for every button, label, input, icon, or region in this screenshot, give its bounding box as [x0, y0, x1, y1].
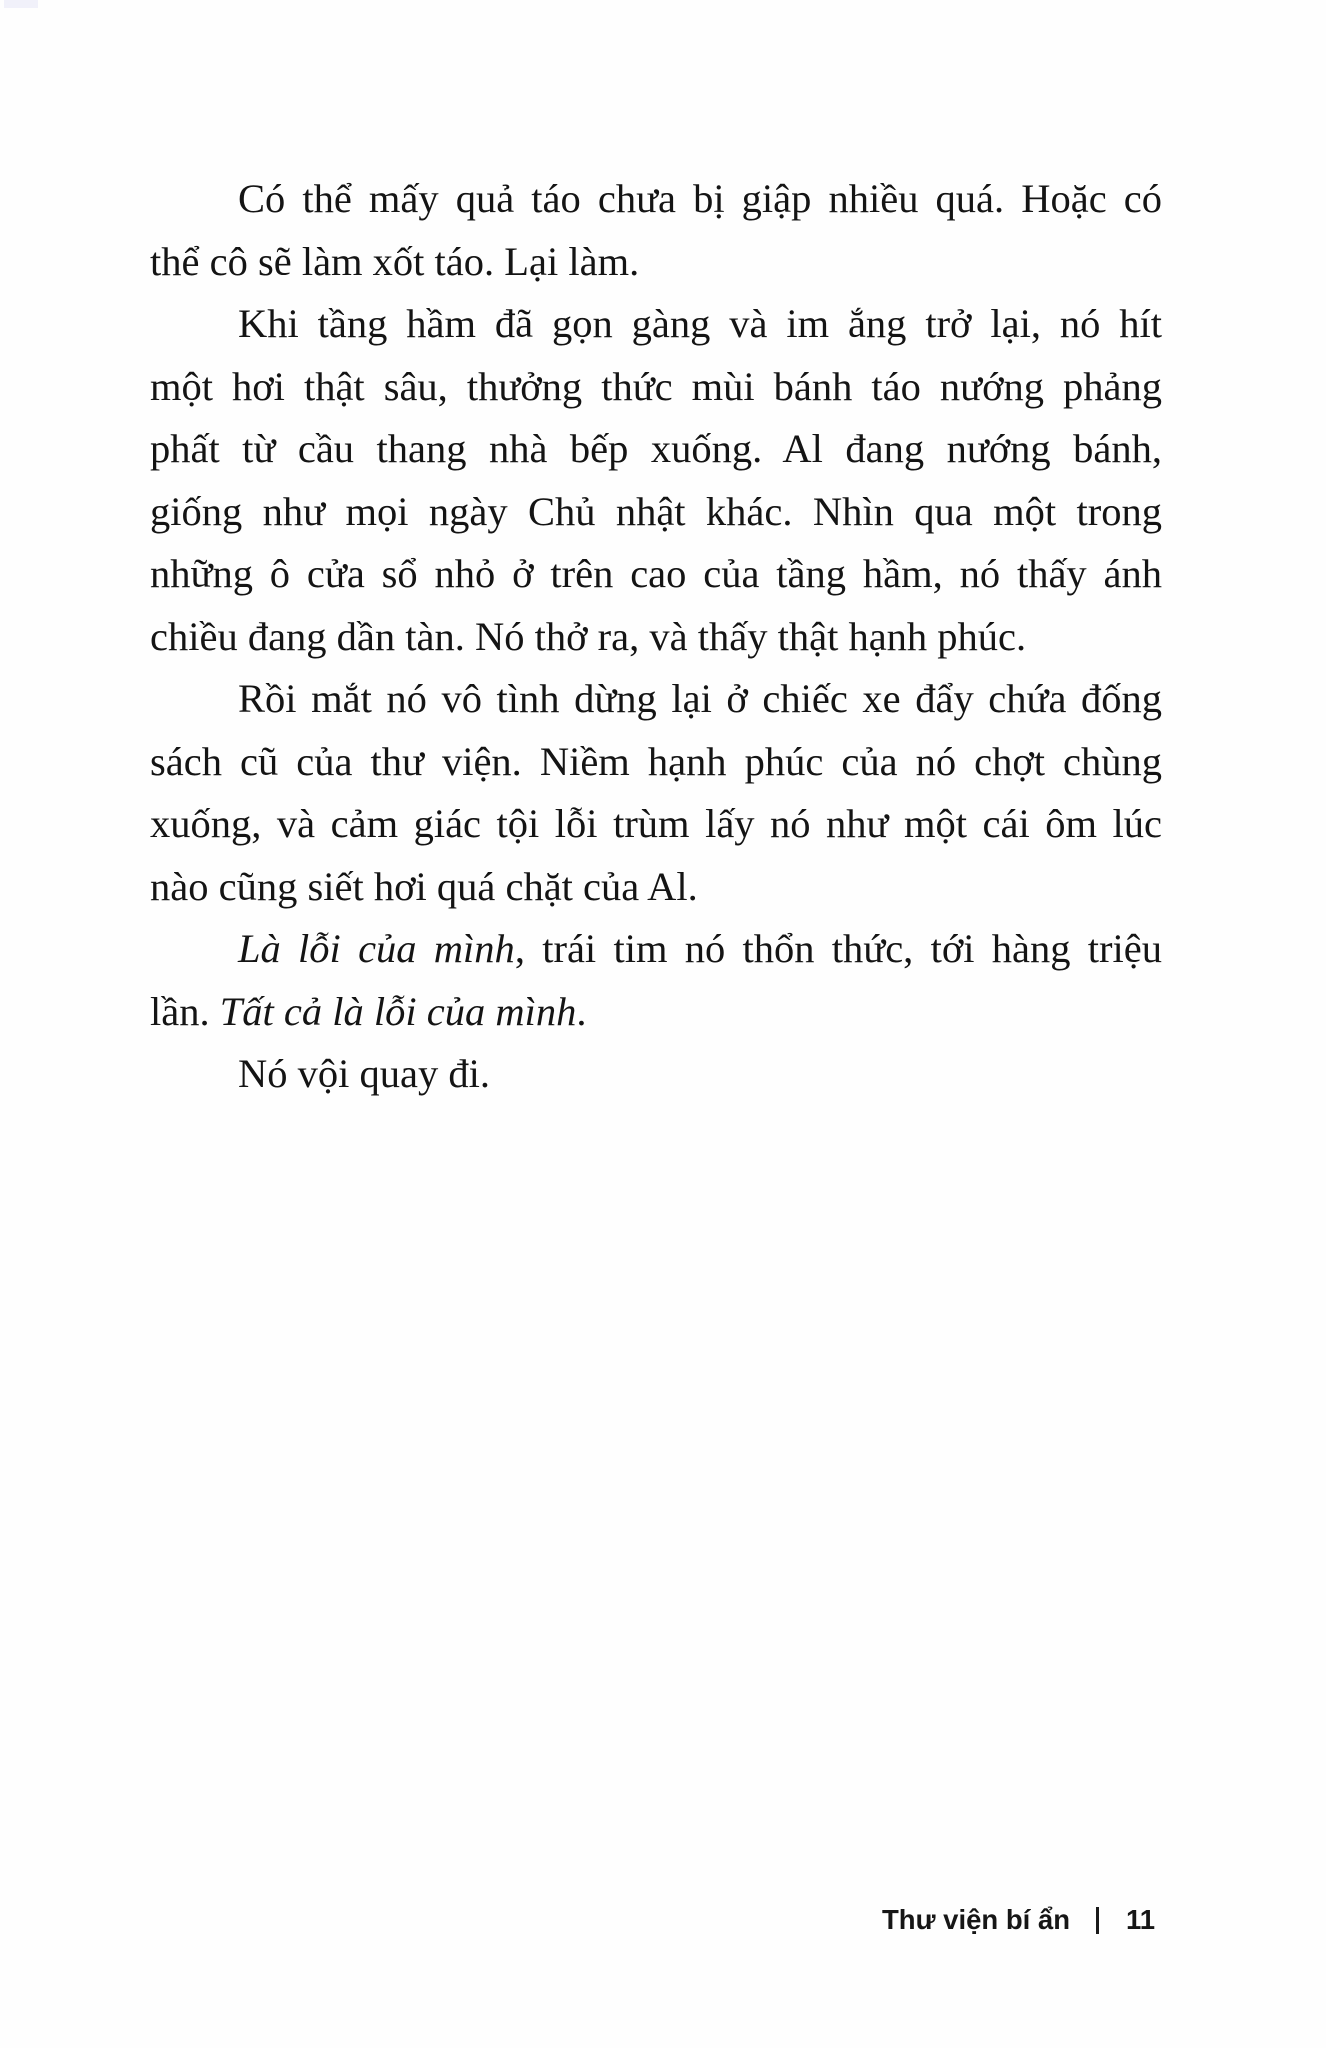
paragraph-2-line-6: chiều đang dần tàn. Nó thở ra, và thấy thật hạnh phúc.: [150, 614, 1027, 659]
paragraph-1-line-2: thể cô sẽ làm xốt táo. Lại làm.: [150, 239, 640, 284]
paragraph-5-line-1: Nó vội quay đi.: [238, 1051, 490, 1096]
paragraph-3-line-4: nào cũng siết hơi quá chặt của Al.: [150, 864, 698, 909]
paragraph-2-line-4: giống như mọi ngày Chủ nhật khác. Nhìn qua một trong: [150, 489, 1162, 534]
paragraph-4-line-2: [150, 981, 1162, 1043]
punctuation: .: [576, 989, 587, 1034]
page-footer: [882, 1900, 1155, 1940]
narration-text: , trái tim nó thổn thức, tới hàng triệu: [514, 926, 1162, 971]
paragraph-2-line-3: phất từ cầu thang nhà bếp xuống. Al đang nướng bánh,: [150, 426, 1162, 471]
italic-thought: Là lỗi của mình: [238, 926, 515, 971]
footer-separator: [1096, 1907, 1099, 1934]
running-title: Thư viện bí ẩn: [882, 1904, 1070, 1935]
paragraph-2-line-5: những ô cửa sổ nhỏ ở trên cao của tầng hầm, nó thấy ánh: [150, 551, 1162, 596]
paragraph-1-line-1: Có thể mấy quả táo chưa bị giập nhiều quá. Hoặc có: [238, 176, 1162, 221]
paragraph-3-line-2: sách cũ của thư viện. Niềm hạnh phúc của nó chợt chùng: [150, 739, 1162, 784]
paragraph-3-line-1: Rồi mắt nó vô tình dừng lại ở chiếc xe đẩy chứa đống: [238, 676, 1162, 721]
page-number: 11: [1126, 1904, 1156, 1935]
narration-text: lần.: [150, 989, 220, 1034]
paragraph-3-line-3: xuống, và cảm giác tội lỗi trùm lấy nó như một cái ôm lúc: [150, 801, 1162, 846]
paragraph-2-line-2: một hơi thật sâu, thưởng thức mùi bánh táo nướng phảng: [150, 364, 1162, 409]
paragraph-4-line-1: [238, 918, 1162, 980]
italic-thought: Tất cả là lỗi của mình: [219, 989, 577, 1034]
paragraph-2-line-1: Khi tầng hầm đã gọn gàng và im ắng trở lại, nó hít: [238, 301, 1162, 346]
scan-corner-mark: [4, 0, 38, 8]
